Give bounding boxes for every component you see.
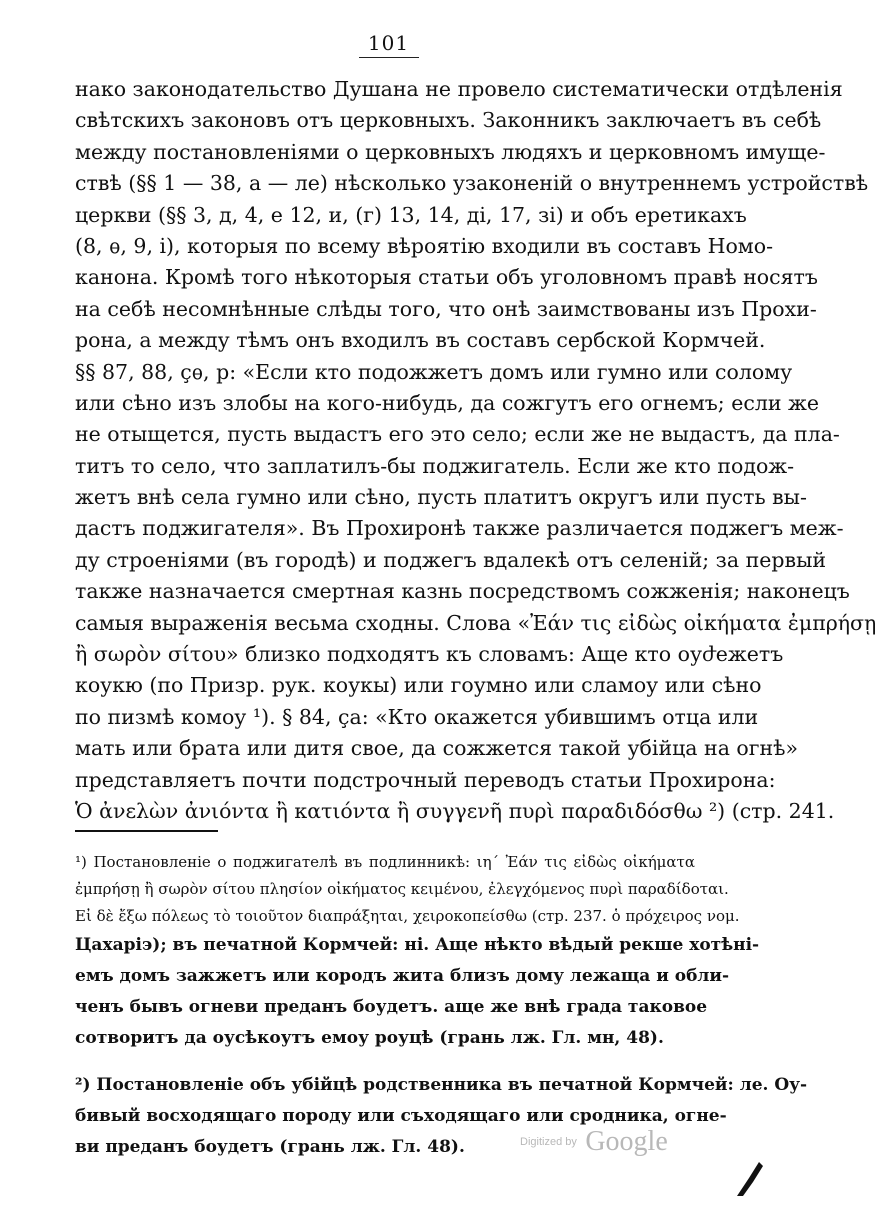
footnote-line: ἐμπρήσῃ ἢ σωρὸν σίτου πλησίον οἰκήματος κειμένου, ἐλεγχόμενος πυρὶ παραδίδοται. (75, 880, 729, 898)
text-line: ствѣ (§§ 1 — 38, а — ле) нѣсколько узаконеній о внутреннемъ устройствѣ (75, 171, 869, 196)
footnote-line: емъ домъ зажжетъ или кородъ жита близъ дому лежаща и обли- (75, 966, 730, 986)
main-text (75, 74, 876, 827)
text-line: рона, а между тѣмъ онъ входилъ въ составъ сербской Кормчей. (75, 328, 766, 353)
footnote-line: ви преданъ боудетъ (грань лж. Гл. 48). (75, 1137, 465, 1157)
text-line: не отыщется, пусть выдастъ его это село; если же не выдастъ, да пла- (75, 422, 840, 447)
footnote-line: Цахаріэ); въ печатной Кормчей: ні. Аще нѣкто вѣдый рекше хотѣні- (75, 935, 760, 955)
text-line: (8, ѳ, 9, і), которыя по всему вѣроятію входили въ составъ Номо- (75, 233, 774, 258)
text-line: или сѣно изъ злобы на кого-нибудь, да сожгутъ его огнемъ; если же (75, 390, 820, 415)
footnote-gap (75, 1054, 695, 1070)
text-line: мать или брата или дитя свое, да сожжется такой убійца на огнѣ» (75, 736, 799, 761)
text-line: церкви (§§ 3, д, 4, е 12, и, (г) 13, 14, ді, 17, зі) и объ еретикахъ (75, 202, 747, 227)
footnote-line: сотворитъ да оусѣкоутъ емоу роуцѣ (грань лж. Гл. мн, 48). (75, 1028, 664, 1048)
text-line: титъ то село, что заплатилъ-бы поджигатель. Если же кто подож- (75, 453, 795, 478)
text-line: ἢ σωρὸν σίτου» близко подходятъ къ словамъ: Аще кто оуժежетъ (75, 642, 784, 667)
google-logo: Google (585, 1126, 668, 1157)
text-line: ду строеніями (въ городѣ) и поджегъ вдалекѣ отъ селеній; за первый (75, 547, 827, 572)
text-line: жетъ внѣ села гумно или сѣно, пусть платитъ округъ или пусть вы- (75, 485, 807, 510)
text-line: нако законодательство Душана не провело систематически отдѣленія (75, 77, 843, 101)
footnote-line: ченъ бывъ огневи преданъ боудетъ. аще же внѣ града таковое (75, 997, 708, 1017)
text-line: на себѣ несомнѣнные слѣды того, что онѣ заимствованы изъ Прохи- (75, 296, 817, 321)
footnote-separator (75, 830, 218, 832)
footnotes (75, 849, 808, 1163)
text-line: §§ 87, 88, ҫѳ, р: «Если кто подожжетъ домъ или гумно или солому (75, 359, 793, 384)
watermark-prefix: Digitized by (520, 1136, 577, 1148)
footnote-line: бивый восходящаго породу или съходящаго или сродника, огне- (75, 1106, 727, 1126)
footnote-1 (75, 849, 760, 1054)
text-line: самыя выраженія весьма сходны. Слова «Ἐάν τις εἰδὼς οἰκήματα ἐμπρήσῃ (75, 610, 876, 635)
footnote-line: ²) Постановленіе объ убійцѣ родственника въ печатной Кормчей: ле. Оу- (75, 1075, 808, 1095)
page-number-rule (359, 57, 419, 58)
text-line: по пизмѣ комоу ¹). § 84, ҫа: «Кто окажется убившимъ отца или (75, 704, 759, 729)
digitized-by-google-watermark (520, 1126, 668, 1158)
footnote-line: Εἰ δὲ ἔξω πόλεως τὸ τοιοῦτον διαπράξηται, χειροκοπείσθω (стр. 237. ὁ πρόχειρος νομ. (75, 907, 740, 925)
page-number (0, 31, 777, 58)
scan-mark-icon (735, 1158, 765, 1198)
footnote-line: ¹) Постановленіе о поджигателѣ въ подлинникѣ: ιη΄ Ἐάν τις εἰδὼς οἰκήματα (75, 853, 695, 871)
text-line: дастъ поджигателя». Въ Прохиронѣ также различается поджегъ меж- (75, 516, 844, 541)
text-line: Ὁ ἀνελὼν ἀνιόντα ἢ κατιόντα ἢ συγγενῆ πυρὶ παραδιδόσθω ²) (стр. 241. (75, 798, 835, 823)
text-line: также назначается смертная казнь посредствомъ сожженія; наконецъ (75, 579, 850, 604)
text-line: канона. Кромѣ того нѣкоторыя статьи объ уголовномъ правѣ носятъ (75, 265, 818, 290)
page-number-text: 101 (367, 31, 410, 55)
text-line: свѣтскихъ законовъ отъ церковныхъ. Законникъ заключаетъ въ себѣ (75, 108, 822, 133)
text-line: между постановленіями о церковныхъ людяхъ и церковномъ имуще- (75, 139, 826, 164)
text-line: представляетъ почти подстрочный переводъ статьи Прохирона: (75, 767, 776, 792)
text-line: коукю (по Призр. рук. коукы) или гоумно или сламоу или сѣно (75, 673, 762, 698)
